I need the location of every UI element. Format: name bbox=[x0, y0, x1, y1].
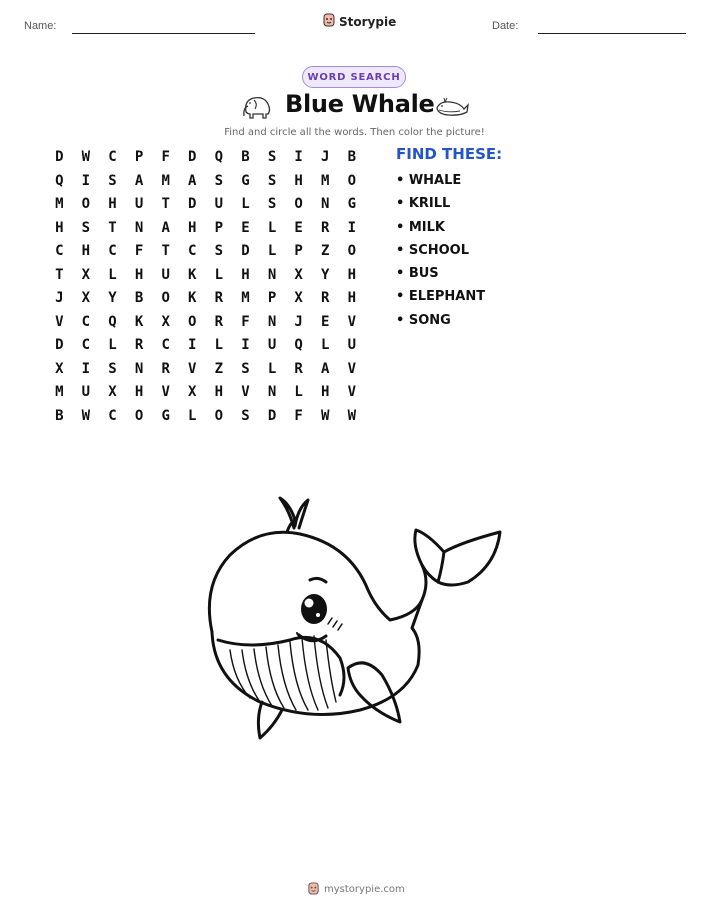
grid-cell[interactable]: O bbox=[347, 243, 357, 259]
grid-cell[interactable]: S bbox=[267, 196, 277, 212]
storypie-logo-icon bbox=[307, 880, 320, 899]
grid-cell[interactable]: X bbox=[81, 266, 91, 283]
name-label: Name: bbox=[24, 20, 57, 32]
grid-cell[interactable]: D bbox=[188, 149, 197, 165]
grid-cell[interactable]: L bbox=[108, 266, 117, 283]
grid-cell[interactable]: I bbox=[294, 149, 303, 165]
grid-row bbox=[46, 170, 365, 194]
grid-cell[interactable]: T bbox=[161, 243, 170, 259]
word-list-item: • SONG bbox=[396, 312, 451, 328]
grid-cell[interactable]: D bbox=[241, 243, 250, 259]
grid-cell[interactable]: V bbox=[241, 384, 250, 400]
grid-cell[interactable]: G bbox=[241, 172, 250, 189]
grid-cell[interactable]: I bbox=[81, 360, 91, 377]
grid-cell[interactable]: W bbox=[347, 407, 357, 424]
find-these-title: FIND THESE: bbox=[396, 145, 503, 163]
grid-cell[interactable]: O bbox=[81, 196, 91, 212]
grid-cell[interactable]: L bbox=[214, 337, 224, 353]
grid-cell[interactable]: L bbox=[267, 219, 277, 236]
grid-cell[interactable]: H bbox=[241, 266, 250, 283]
grid-cell[interactable]: H bbox=[347, 290, 357, 306]
grid-cell[interactable]: C bbox=[81, 313, 91, 330]
grid-cell[interactable]: U bbox=[347, 337, 357, 353]
grid-cell[interactable]: M bbox=[55, 384, 64, 400]
instructions: Find and circle all the words. Then color the picture! bbox=[224, 127, 485, 138]
grid-cell[interactable]: P bbox=[214, 219, 224, 236]
grid-cell[interactable]: H bbox=[188, 219, 197, 236]
grid-row bbox=[46, 381, 365, 405]
grid-cell[interactable]: P bbox=[267, 290, 277, 306]
grid-cell[interactable]: H bbox=[294, 172, 303, 189]
grid-cell[interactable]: R bbox=[214, 290, 224, 306]
grid-cell[interactable]: K bbox=[188, 266, 197, 283]
grid-cell[interactable]: S bbox=[241, 360, 250, 377]
grid-cell[interactable]: R bbox=[294, 360, 303, 377]
grid-cell[interactable]: H bbox=[134, 266, 144, 283]
grid-cell[interactable]: C bbox=[108, 407, 117, 424]
grid-cell[interactable]: C bbox=[55, 243, 64, 259]
grid-cell[interactable]: N bbox=[267, 313, 277, 330]
grid-cell[interactable]: S bbox=[267, 149, 277, 165]
word-list-item: • SCHOOL bbox=[396, 242, 470, 258]
grid-cell[interactable]: Q bbox=[108, 313, 117, 330]
grid-cell[interactable]: F bbox=[134, 243, 144, 259]
grid-cell[interactable]: M bbox=[55, 196, 64, 212]
grid-cell[interactable]: I bbox=[188, 337, 197, 353]
word-list-item: • WHALE bbox=[396, 173, 462, 188]
grid-cell[interactable]: M bbox=[241, 290, 250, 306]
grid-cell[interactable]: N bbox=[134, 219, 144, 236]
grid-cell[interactable]: S bbox=[81, 219, 91, 236]
whale-icon bbox=[434, 96, 470, 124]
brand-name: Storypie bbox=[339, 14, 397, 29]
grid-cell[interactable]: I bbox=[241, 337, 250, 353]
grid-cell[interactable]: W bbox=[81, 407, 91, 424]
grid-cell[interactable]: B bbox=[241, 149, 250, 165]
grid-row bbox=[46, 405, 365, 429]
grid-cell[interactable]: O bbox=[347, 172, 357, 189]
grid-cell[interactable]: R bbox=[321, 290, 330, 306]
grid-cell[interactable]: N bbox=[267, 384, 277, 400]
grid-cell[interactable]: L bbox=[267, 243, 277, 259]
grid-cell[interactable]: O bbox=[134, 407, 144, 424]
footer-url[interactable]: mystorypie.com bbox=[324, 884, 405, 895]
grid-cell[interactable]: Q bbox=[294, 337, 303, 353]
grid-cell[interactable]: K bbox=[134, 313, 144, 330]
grid-cell[interactable]: N bbox=[321, 196, 330, 212]
grid-cell[interactable]: Z bbox=[214, 360, 224, 377]
grid-cell[interactable]: D bbox=[188, 196, 197, 212]
storypie-logo-icon bbox=[322, 12, 336, 31]
letter-grid bbox=[46, 146, 365, 428]
grid-cell[interactable]: S bbox=[108, 172, 117, 189]
grid-cell[interactable]: L bbox=[214, 266, 224, 283]
grid-cell[interactable]: C bbox=[188, 243, 197, 259]
grid-cell[interactable]: B bbox=[134, 290, 144, 306]
grid-cell[interactable]: W bbox=[81, 149, 91, 165]
grid-cell[interactable]: X bbox=[161, 313, 170, 330]
grid-cell[interactable]: H bbox=[108, 196, 117, 212]
grid-cell[interactable]: V bbox=[188, 360, 197, 377]
grid-cell[interactable]: Y bbox=[321, 266, 330, 283]
grid-cell[interactable]: X bbox=[81, 290, 91, 306]
grid-cell[interactable]: A bbox=[321, 360, 330, 377]
grid-cell[interactable]: X bbox=[294, 290, 303, 306]
grid-row bbox=[46, 240, 365, 264]
grid-cell[interactable]: H bbox=[134, 384, 144, 400]
grid-row bbox=[46, 358, 365, 382]
word-list bbox=[396, 172, 485, 335]
grid-row bbox=[46, 334, 365, 358]
grid-cell[interactable]: V bbox=[161, 384, 170, 400]
grid-cell[interactable]: S bbox=[241, 407, 250, 424]
grid-cell[interactable]: X bbox=[108, 384, 117, 400]
grid-cell[interactable]: T bbox=[108, 219, 117, 236]
grid-cell[interactable]: A bbox=[134, 172, 144, 189]
grid-cell[interactable]: U bbox=[81, 384, 91, 400]
elephant-icon bbox=[240, 92, 274, 124]
grid-cell[interactable]: T bbox=[55, 266, 64, 283]
grid-cell[interactable]: V bbox=[347, 313, 357, 330]
grid-cell[interactable]: K bbox=[188, 290, 197, 306]
grid-cell[interactable]: H bbox=[321, 384, 330, 400]
name-line[interactable] bbox=[72, 33, 255, 34]
grid-cell[interactable]: L bbox=[108, 337, 117, 353]
grid-cell[interactable]: B bbox=[55, 407, 64, 424]
grid-cell[interactable]: I bbox=[347, 219, 357, 236]
footer bbox=[307, 880, 405, 899]
grid-cell[interactable]: C bbox=[161, 337, 170, 353]
grid-cell[interactable]: A bbox=[161, 219, 170, 236]
grid-cell[interactable]: G bbox=[347, 196, 357, 212]
grid-cell[interactable]: S bbox=[214, 172, 224, 189]
grid-cell[interactable]: T bbox=[161, 196, 170, 212]
grid-row bbox=[46, 311, 365, 335]
grid-cell[interactable]: O bbox=[188, 313, 197, 330]
grid-cell[interactable]: C bbox=[108, 149, 117, 165]
word-list-item: • ELEPHANT bbox=[396, 289, 486, 305]
grid-cell[interactable]: H bbox=[55, 219, 64, 236]
grid-cell[interactable]: M bbox=[321, 172, 330, 189]
grid-cell[interactable]: H bbox=[214, 384, 224, 400]
grid-cell[interactable]: B bbox=[347, 149, 357, 165]
grid-cell[interactable]: F bbox=[241, 313, 250, 330]
grid-cell[interactable]: E bbox=[241, 219, 250, 236]
word-list-item: • BUS bbox=[396, 266, 439, 282]
grid-cell[interactable]: D bbox=[55, 149, 64, 165]
word-list-item: • KRILL bbox=[396, 196, 451, 212]
grid-cell[interactable]: E bbox=[294, 219, 303, 236]
grid-cell[interactable]: I bbox=[81, 172, 91, 189]
grid-cell[interactable]: L bbox=[321, 337, 330, 353]
page-title: Blue Whale bbox=[285, 90, 435, 118]
word-search-badge: WORD SEARCH bbox=[302, 66, 406, 88]
grid-cell[interactable]: Q bbox=[55, 172, 64, 189]
grid-cell[interactable]: J bbox=[294, 313, 303, 330]
grid-cell[interactable]: S bbox=[214, 243, 224, 259]
grid-cell[interactable]: D bbox=[267, 407, 277, 424]
grid-cell[interactable]: S bbox=[108, 360, 117, 377]
grid-cell[interactable]: N bbox=[267, 266, 277, 283]
grid-cell[interactable]: V bbox=[347, 360, 357, 377]
grid-cell[interactable]: F bbox=[294, 407, 303, 424]
grid-cell[interactable]: Z bbox=[321, 243, 330, 259]
grid-cell[interactable]: O bbox=[294, 196, 303, 212]
grid-cell[interactable]: O bbox=[214, 407, 224, 424]
grid-cell[interactable]: U bbox=[214, 196, 224, 212]
grid-cell[interactable]: Y bbox=[108, 290, 117, 306]
grid-cell[interactable]: W bbox=[321, 407, 330, 424]
grid-cell[interactable]: J bbox=[321, 149, 330, 165]
grid-cell[interactable]: N bbox=[134, 360, 144, 377]
grid-cell[interactable]: X bbox=[55, 360, 64, 377]
grid-cell[interactable]: X bbox=[294, 266, 303, 283]
grid-cell[interactable]: H bbox=[81, 243, 91, 259]
grid-cell[interactable]: X bbox=[188, 384, 197, 400]
grid-cell[interactable]: U bbox=[134, 196, 144, 212]
grid-cell[interactable]: M bbox=[161, 172, 170, 189]
grid-row bbox=[46, 264, 365, 288]
word-list-item: • MILK bbox=[396, 219, 445, 235]
grid-cell[interactable]: P bbox=[294, 243, 303, 259]
grid-cell[interactable]: C bbox=[108, 243, 117, 259]
grid-cell[interactable]: V bbox=[55, 313, 64, 330]
grid-cell[interactable]: U bbox=[267, 337, 277, 353]
grid-row bbox=[46, 217, 365, 241]
grid-cell[interactable]: D bbox=[55, 337, 64, 353]
grid-cell[interactable]: F bbox=[161, 149, 170, 165]
grid-cell[interactable]: L bbox=[294, 384, 303, 400]
grid-cell[interactable]: L bbox=[241, 196, 250, 212]
date-line[interactable] bbox=[538, 33, 686, 34]
grid-cell[interactable]: R bbox=[161, 360, 170, 377]
grid-cell[interactable]: S bbox=[267, 172, 277, 189]
grid-cell[interactable]: L bbox=[188, 407, 197, 424]
grid-cell[interactable]: E bbox=[321, 313, 330, 330]
grid-cell[interactable]: L bbox=[267, 360, 277, 377]
grid-cell[interactable]: Q bbox=[214, 149, 224, 165]
grid-cell[interactable]: G bbox=[161, 407, 170, 424]
grid-cell[interactable]: A bbox=[188, 172, 197, 189]
grid-cell[interactable]: R bbox=[321, 219, 330, 236]
grid-cell[interactable]: R bbox=[134, 337, 144, 353]
grid-row bbox=[46, 287, 365, 311]
whale-coloring-picture[interactable] bbox=[200, 490, 510, 749]
grid-cell[interactable]: V bbox=[347, 384, 357, 400]
grid-cell[interactable]: R bbox=[214, 313, 224, 330]
grid-cell[interactable]: H bbox=[347, 266, 357, 283]
date-label: Date: bbox=[492, 20, 519, 32]
grid-row bbox=[46, 193, 365, 217]
grid-cell[interactable]: C bbox=[81, 337, 91, 353]
grid-cell[interactable]: O bbox=[161, 290, 170, 306]
grid-cell[interactable]: P bbox=[134, 149, 144, 165]
grid-row bbox=[46, 146, 365, 170]
grid-cell[interactable]: J bbox=[55, 290, 64, 306]
brand bbox=[322, 12, 396, 31]
grid-cell[interactable]: U bbox=[161, 266, 170, 283]
